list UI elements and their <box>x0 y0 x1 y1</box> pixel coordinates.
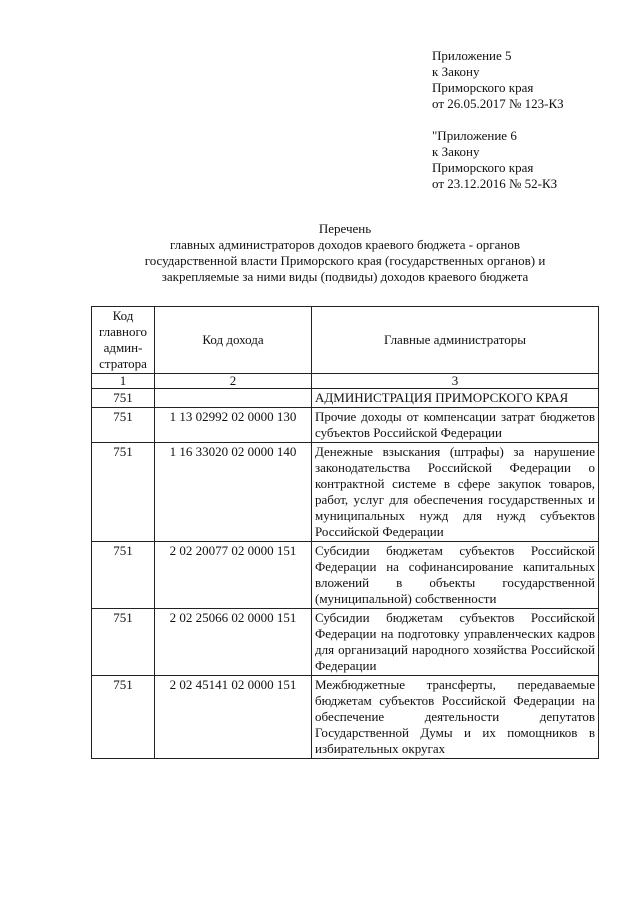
header-admin-code: Код главного админ-стратора <box>92 307 155 374</box>
annex-line: к Закону <box>432 144 480 159</box>
table-row <box>92 389 599 408</box>
admin-code-cell: 751 <box>92 609 155 676</box>
income-code-cell: 2 02 20077 02 0000 151 <box>155 542 312 609</box>
annex-line: от 23.12.2016 № 52-КЗ <box>432 176 558 191</box>
admin-code-cell: 751 <box>92 408 155 443</box>
admin-code-cell: 751 <box>92 542 155 609</box>
table-row <box>92 443 599 542</box>
table-row <box>92 542 599 609</box>
annex-line: от 26.05.2017 № 123-КЗ <box>432 96 564 111</box>
annex-line: Приморского края <box>432 80 534 95</box>
column-number-row <box>92 374 599 389</box>
administrator-name-cell: Межбюджетные трансферты, передаваемые бюджетам субъектов Российской Федерации на обеспечение деятельности депутатов Государственной Думы и их помощников в избирательных округах <box>312 676 599 759</box>
administrator-name-cell: Субсидии бюджетам субъектов Российской Федерации на софинансирование капитальных вложений в объекты государственной (муниципальной) собственности <box>312 542 599 609</box>
header-administrators: Главные администраторы <box>312 307 599 374</box>
administrator-name-cell: Прочие доходы от компенсации затрат бюджетов субъектов Российской Федерации <box>312 408 599 443</box>
title-line: закрепляемые за ними виды (подвиды) доходов краевого бюджета <box>161 269 529 284</box>
income-code-cell: 2 02 45141 02 0000 151 <box>155 676 312 759</box>
title-line: государственной власти Приморского края (государственных органов) и <box>144 253 546 268</box>
administrator-name-cell: АДМИНИСТРАЦИЯ ПРИМОРСКОГО КРАЯ <box>312 389 599 408</box>
table-row <box>92 408 599 443</box>
title-line: Перечень <box>318 221 372 236</box>
annex-line: Приморского края <box>432 160 534 175</box>
administrator-name-cell: Денежные взыскания (штрафы) за нарушение законодательства Российской Федерации о контрактной системе в сфере закупок товаров, работ, услуг для обеспечения государственных и муниципальных нужд для нужд субъектов Российской Федерации <box>312 443 599 542</box>
header-income-code: Код дохода <box>155 307 312 374</box>
title-line: главных администраторов доходов краевого бюджета - органов <box>169 237 521 252</box>
income-code-cell <box>155 389 312 408</box>
income-code-cell: 1 16 33020 02 0000 140 <box>155 443 312 542</box>
admin-code-cell: 751 <box>92 676 155 759</box>
income-code-cell: 2 02 25066 02 0000 151 <box>155 609 312 676</box>
admin-code-cell: 751 <box>92 443 155 542</box>
annex-line: Приложение 5 <box>432 48 512 63</box>
admin-code-cell: 751 <box>92 389 155 408</box>
annex-reference-current <box>432 48 632 112</box>
administrators-table <box>91 306 599 759</box>
column-number: 3 <box>312 374 599 389</box>
annex-reference-original <box>432 128 632 192</box>
administrator-name-cell: Субсидии бюджетам субъектов Российской Федерации на подготовку управленческих кадров для организаций народного хозяйства Российской Федерации <box>312 609 599 676</box>
annex-line: к Закону <box>432 64 480 79</box>
annex-line: "Приложение 6 <box>432 128 517 143</box>
table-row <box>92 676 599 759</box>
column-number: 2 <box>155 374 312 389</box>
table-header-row <box>92 307 599 374</box>
income-code-cell: 1 13 02992 02 0000 130 <box>155 408 312 443</box>
table-row <box>92 609 599 676</box>
document-title <box>80 221 610 285</box>
column-number: 1 <box>92 374 155 389</box>
